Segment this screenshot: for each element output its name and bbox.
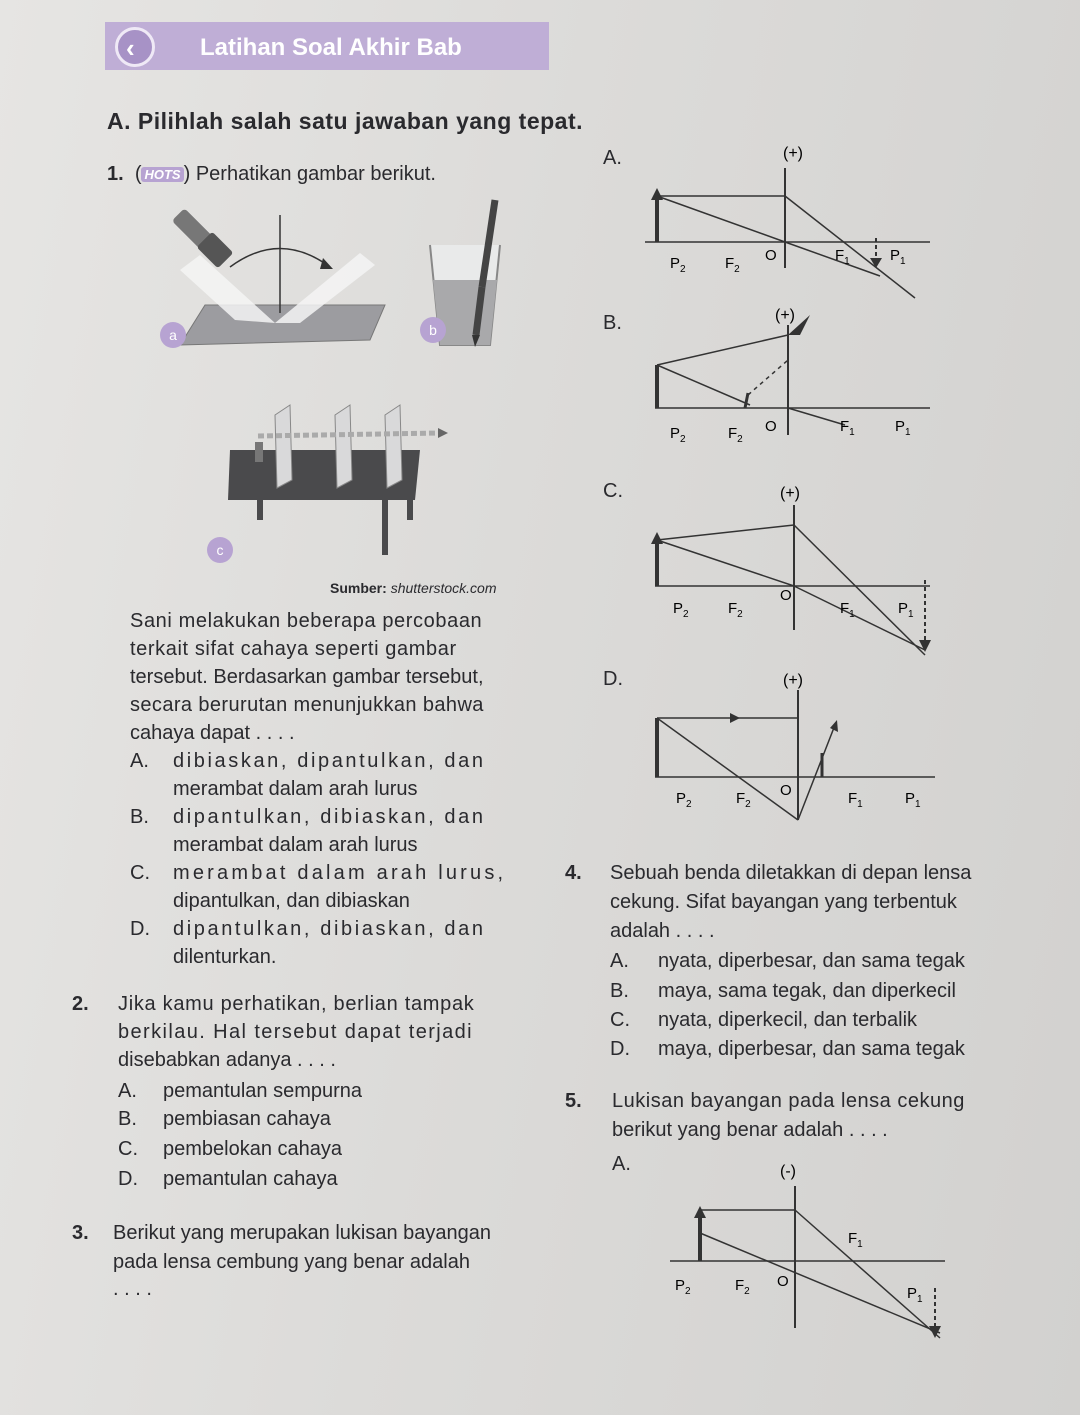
label-f: $F_2$ [736,790,751,810]
q2-option-c-letter[interactable]: C. [118,1138,138,1160]
lens-diagram-5a [655,1158,955,1358]
label-p: $P_1$ [907,1285,923,1305]
source-label: Sumber: [330,580,387,596]
q4-option-b-letter[interactable]: B. [610,980,629,1002]
lens-sign: (-) [780,1163,796,1180]
q2-number: 2. [72,993,89,1015]
q2-text-line: Jika kamu perhatikan, berlian tampak [118,993,475,1015]
figure-b-label: b [429,322,437,338]
q4-option-d[interactable]: maya, diperbesar, dan sama tegak [658,1038,965,1060]
label-p: $P_2$ [670,255,686,275]
q1-option-a-letter[interactable]: A. [130,750,149,772]
label-f: $F_1$ [848,790,863,810]
label-f: $F_1$ [840,418,855,438]
q1-option-d-letter[interactable]: D. [130,918,150,940]
label-f: $F_1$ [840,600,855,620]
q2-option-b-letter[interactable]: B. [118,1108,137,1130]
q1-option-c[interactable]: merambat dalam arah lurus, [173,862,507,884]
label-o: O [777,1273,789,1290]
q4-text-line: adalah . . . . [610,920,715,942]
label-f: $F_2$ [728,600,743,620]
label-f: $F_1$ [835,247,850,267]
lens-sign: (+) [783,145,803,162]
label-p: $P_1$ [890,247,906,267]
section-title: A. Pilihlah salah satu jawaban yang tepat. [107,108,584,134]
q4-option-c-letter[interactable]: C. [610,1009,630,1031]
label-o: O [765,247,777,264]
q2-option-a[interactable]: pemantulan sempurna [163,1080,363,1102]
label-o: O [765,418,777,435]
q1-option-d[interactable]: dipantulkan, dibiaskan, dan [173,918,486,940]
label-p: $P_1$ [895,418,911,438]
figure-a-reflection [160,195,390,355]
q4-option-b[interactable]: maya, sama tegak, dan diperkecil [658,980,956,1002]
q2-option-d[interactable]: pemantulan cahaya [163,1168,338,1190]
q3-number: 3. [72,1222,89,1244]
label-p: $P_2$ [673,600,689,620]
q4-text-line: cekung. Sifat bayangan yang terbentuk [610,891,957,913]
q3-option-b[interactable]: B. [603,312,622,334]
label-o: O [780,587,792,604]
q4-option-a-letter[interactable]: A. [610,950,629,972]
q3-option-d[interactable]: D. [603,668,623,690]
image-source [330,580,497,596]
q1-text-line: cahaya dapat . . . . [130,722,295,744]
label-p: $P_1$ [898,600,914,620]
q1-text-line: tersebut. Berdasarkan gambar tersebut, [130,666,484,688]
q1-number: 1. [107,163,124,185]
q3-text-line: Berikut yang merupakan lukisan bayangan [113,1222,492,1244]
q2-option-c[interactable]: pembelokan cahaya [163,1138,343,1160]
lens-diagram-3d [640,670,940,830]
label-f: $F_1$ [848,1230,863,1250]
hots-badge: HOTS [141,167,183,182]
label-f: $F_2$ [735,1277,750,1297]
q1-option-b-cont: merambat dalam arah lurus [173,834,418,856]
label-p: $P_2$ [676,790,692,810]
figure-c-label: c [216,542,224,558]
q1-option-d-cont: dilenturkan. [173,946,277,968]
q1-option-c-cont: dipantulkan, dan dibiaskan [173,890,410,912]
q1-option-a-cont: merambat dalam arah lurus [173,778,418,800]
label-o: O [780,782,792,799]
figure-b-refraction [420,195,510,355]
q1-open-paren: ( [134,163,142,185]
q5-number: 5. [565,1090,582,1112]
q1-text-line: secara berurutan menunjukkan bahwa [130,694,484,716]
lens-sign: (+) [780,485,800,502]
q3-option-a[interactable]: A. [603,147,622,169]
page-title: Latihan Soal Akhir Bab [200,34,462,61]
q3-text-line: pada lensa cembung yang benar adalah [113,1251,470,1273]
back-icon[interactable]: ‹ [115,27,155,67]
q3-option-c[interactable]: C. [603,480,623,502]
q4-option-a[interactable]: nyata, diperbesar, dan sama tegak [658,950,965,972]
label-p: $P_1$ [905,790,921,810]
q1-prompt-text: ) Perhatikan gambar berikut. [183,163,436,185]
q1-option-c-letter[interactable]: C. [130,862,150,884]
label-p: $P_2$ [675,1277,691,1297]
source-value: shutterstock.com [390,580,497,596]
q5-text-line: Lukisan bayangan pada lensa cekung [612,1090,965,1112]
figure-a-label: a [169,327,177,343]
q2-option-b[interactable]: pembiasan cahaya [163,1108,331,1130]
q4-option-d-letter[interactable]: D. [610,1038,630,1060]
lens-diagram-3b [640,305,940,465]
lens-sign: (+) [775,307,795,324]
q1-option-b-letter[interactable]: B. [130,806,149,828]
figure-c-straight-light [200,400,460,565]
q2-option-d-letter[interactable]: D. [118,1168,138,1190]
lens-sign: (+) [783,672,803,689]
q1-text-line: terkait sifat cahaya seperti gambar [130,638,457,660]
label-f: $F_2$ [728,425,743,445]
label-p: $P_2$ [670,425,686,445]
label-f: $F_2$ [725,255,740,275]
q5-text-line: berikut yang benar adalah . . . . [612,1119,888,1141]
q1-prompt [107,163,436,186]
q5-option-a[interactable]: A. [612,1153,631,1175]
q1-option-b[interactable]: dipantulkan, dibiaskan, dan [173,806,486,828]
q1-text-line: Sani melakukan beberapa percobaan [130,610,483,632]
q4-option-c[interactable]: nyata, diperkecil, dan terbalik [658,1009,918,1031]
q1-option-a[interactable]: dibiaskan, dipantulkan, dan [173,750,486,772]
q2-text-line: berkilau. Hal tersebut dapat terjadi [118,1021,474,1043]
q2-text-line: disebabkan adanya . . . . [118,1049,336,1071]
q4-text-line: Sebuah benda diletakkan di depan lensa [610,862,972,884]
lens-diagram-3c [640,480,940,660]
q2-option-a-letter[interactable]: A. [118,1080,137,1102]
q3-text-line: . . . . [113,1278,152,1300]
lens-diagram-3a [640,138,940,308]
q4-number: 4. [565,862,582,884]
